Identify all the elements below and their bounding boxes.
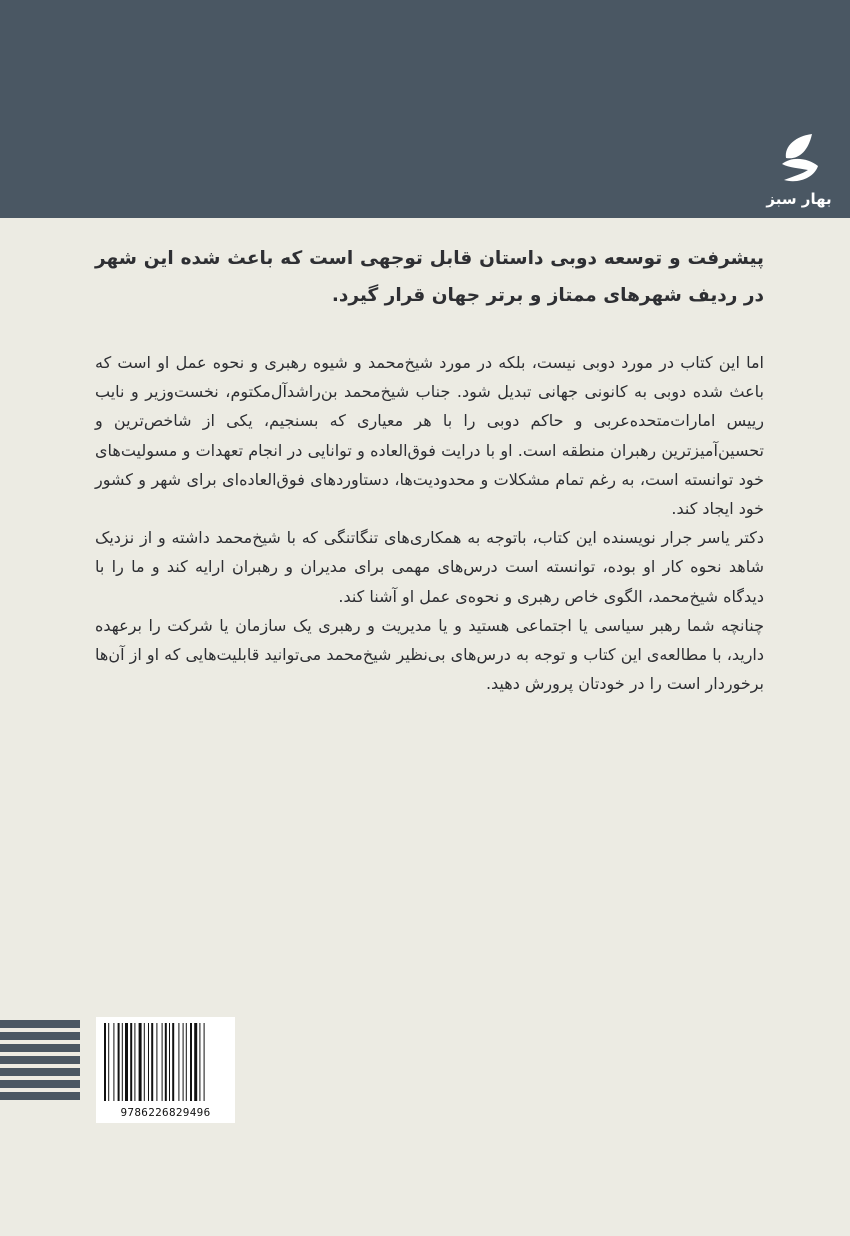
stripe (0, 1056, 80, 1064)
isbn-number: 9786226829496 (120, 1106, 211, 1119)
stripe (0, 1032, 80, 1040)
blurb-intro: پیشرفت و توسعه دوبی داستان قابل توجهی است که باعث شده این شهر در ردیف شهرهای ممتاز و برتر جهان قرار گیرد. (95, 248, 764, 306)
decorative-stripes (0, 1020, 80, 1104)
leaf-logo-icon (774, 130, 824, 190)
isbn-barcode (96, 1017, 235, 1123)
stripe (0, 1092, 80, 1100)
publisher-logo (764, 130, 834, 210)
stripe (0, 1068, 80, 1076)
blurb-paragraph: اما این کتاب در مورد دوبی نیست، بلکه در مورد شیخ‌محمد و شیوه رهبری و نحوه عمل او است که باعث شده دوبی به کانونی جهانی تبدیل شود. جناب شیخ‌محمد بن‌راشدآل‌مکتوم، نخست‌وزیر و نایب رییس امارات‌متحده‌عربی و حاکم دوبی را با هر معیاری که بسنجیم، یکی از شاخص‌ترین و تحسین‌آمیزترین رهبران منطقه است. او با درایت فوق‌العاده و توانایی در انجام تعهدات و مسولیت‌های خود توانسته است، به رغم تمام مشکلات و محدودیت‌ها، دستاوردهای فوق‌العاده‌ای برای شهر و کشور خود ایجاد کند. (95, 353, 764, 519)
blurb-paragraph: چنانچه شما رهبر سیاسی یا اجتماعی هستید و یا مدیریت و رهبری یک سازمان یا شرکت را برعهده دارید، با مطالعه‌ی این کتاب و توجه به درس‌های بی‌نظیر شیخ‌محمد می‌توانید قابلیت‌هایی که او از آن‌ها برخوردار است را در خودتان پرورش دهید. (95, 615, 764, 694)
publisher-logo-text: بهار سبز (766, 190, 832, 208)
stripe (0, 1080, 80, 1088)
stripe (0, 1044, 80, 1052)
barcode-icon (104, 1023, 227, 1101)
back-cover-blurb (95, 240, 764, 698)
blurb-paragraph: دکتر یاسر جرار نویسنده این کتاب، باتوجه به همکاری‌های تنگاتنگی که با شیخ‌محمد داشته و از نزدیک شاهد نحوه کار او بوده، توانسته است درس‌های مهمی برای مدیران و رهبران ارایه کند و ما را با دیدگاه شیخ‌محمد، الگوی خاص رهبری و نحوه‌ی عمل او آشنا کند. (95, 528, 764, 606)
header-color-band (0, 0, 850, 218)
stripe (0, 1020, 80, 1028)
